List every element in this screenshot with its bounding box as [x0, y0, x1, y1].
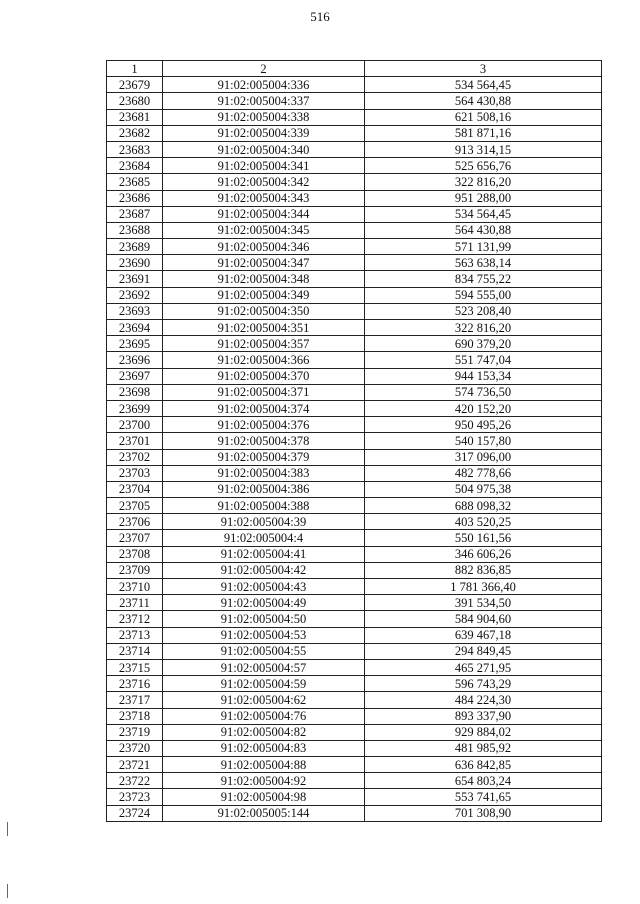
value-cell: 690 379,20	[365, 336, 602, 352]
row-number-cell: 23722	[107, 773, 163, 789]
cadastral-number-cell: 91:02:005004:82	[163, 724, 365, 740]
table-row	[107, 676, 602, 692]
row-number-cell: 23691	[107, 271, 163, 287]
cadastral-number-cell: 91:02:005004:347	[163, 255, 365, 271]
table-row	[107, 659, 602, 675]
cadastral-number-cell: 91:02:005004:350	[163, 303, 365, 319]
table-row	[107, 724, 602, 740]
table-row	[107, 158, 602, 174]
cadastral-number-cell: 91:02:005004:370	[163, 368, 365, 384]
value-cell: 322 816,20	[365, 174, 602, 190]
row-number-cell: 23704	[107, 481, 163, 497]
row-number-cell: 23710	[107, 579, 163, 595]
table-row	[107, 93, 602, 109]
row-number-cell: 23700	[107, 417, 163, 433]
table-row	[107, 546, 602, 562]
table-row	[107, 805, 602, 821]
cadastral-number-cell: 91:02:005004:340	[163, 141, 365, 157]
row-number-cell: 23692	[107, 287, 163, 303]
row-number-cell: 23696	[107, 352, 163, 368]
value-cell: 1 781 366,40	[365, 579, 602, 595]
cadastral-number-cell: 91:02:005004:357	[163, 336, 365, 352]
row-number-cell: 23705	[107, 498, 163, 514]
cadastral-number-cell: 91:02:005004:351	[163, 320, 365, 336]
value-cell: 322 816,20	[365, 320, 602, 336]
table-row	[107, 708, 602, 724]
table-row	[107, 287, 602, 303]
cadastral-number-cell: 91:02:005004:339	[163, 125, 365, 141]
table-row	[107, 692, 602, 708]
column-header-1: 1	[107, 61, 163, 77]
value-cell: 574 736,50	[365, 384, 602, 400]
table-row	[107, 174, 602, 190]
cadastral-number-cell: 91:02:005004:98	[163, 789, 365, 805]
row-number-cell: 23716	[107, 676, 163, 692]
table-row	[107, 141, 602, 157]
row-number-cell: 23720	[107, 740, 163, 756]
cadastral-number-cell: 91:02:005004:55	[163, 643, 365, 659]
value-cell: 654 803,24	[365, 773, 602, 789]
value-cell: 420 152,20	[365, 400, 602, 416]
value-cell: 950 495,26	[365, 417, 602, 433]
value-cell: 951 288,00	[365, 190, 602, 206]
table-row	[107, 77, 602, 93]
value-cell: 346 606,26	[365, 546, 602, 562]
cadastral-number-cell: 91:02:005004:342	[163, 174, 365, 190]
row-number-cell: 23701	[107, 433, 163, 449]
value-cell: 391 534,50	[365, 595, 602, 611]
cadastral-number-cell: 91:02:005004:76	[163, 708, 365, 724]
value-cell: 636 842,85	[365, 757, 602, 773]
table-body	[107, 77, 602, 822]
row-number-cell: 23703	[107, 465, 163, 481]
table-row	[107, 465, 602, 481]
cadastral-number-cell: 91:02:005004:376	[163, 417, 365, 433]
value-cell: 523 208,40	[365, 303, 602, 319]
cadastral-number-cell: 91:02:005004:336	[163, 77, 365, 93]
value-cell: 563 638,14	[365, 255, 602, 271]
table-row	[107, 320, 602, 336]
data-table	[106, 60, 602, 822]
row-number-cell: 23684	[107, 158, 163, 174]
table-row	[107, 206, 602, 222]
cadastral-number-cell: 91:02:005004:41	[163, 546, 365, 562]
table-row	[107, 352, 602, 368]
column-header-3: 3	[365, 61, 602, 77]
table-row	[107, 514, 602, 530]
cadastral-number-cell: 91:02:005004:43	[163, 579, 365, 595]
value-cell: 550 161,56	[365, 530, 602, 546]
cadastral-number-cell: 91:02:005004:374	[163, 400, 365, 416]
row-number-cell: 23709	[107, 562, 163, 578]
value-cell: 481 985,92	[365, 740, 602, 756]
table-row	[107, 384, 602, 400]
value-cell: 893 337,90	[365, 708, 602, 724]
cadastral-number-cell: 91:02:005004:343	[163, 190, 365, 206]
table-row	[107, 303, 602, 319]
table-row	[107, 400, 602, 416]
value-cell: 403 520,25	[365, 514, 602, 530]
row-number-cell: 23706	[107, 514, 163, 530]
row-number-cell: 23687	[107, 206, 163, 222]
cadastral-number-cell: 91:02:005004:83	[163, 740, 365, 756]
cadastral-number-cell: 91:02:005004:92	[163, 773, 365, 789]
table-row	[107, 336, 602, 352]
cadastral-number-cell: 91:02:005004:345	[163, 222, 365, 238]
value-cell: 913 314,15	[365, 141, 602, 157]
column-header-2: 2	[163, 61, 365, 77]
cadastral-number-cell: 91:02:005004:50	[163, 611, 365, 627]
value-cell: 534 564,45	[365, 206, 602, 222]
table-row	[107, 481, 602, 497]
table-row	[107, 611, 602, 627]
table-row	[107, 595, 602, 611]
row-number-cell: 23697	[107, 368, 163, 384]
row-number-cell: 23713	[107, 627, 163, 643]
cadastral-number-cell: 91:02:005004:4	[163, 530, 365, 546]
value-cell: 465 271,95	[365, 659, 602, 675]
cadastral-number-cell: 91:02:005004:88	[163, 757, 365, 773]
row-number-cell: 23688	[107, 222, 163, 238]
table-row	[107, 740, 602, 756]
value-cell: 639 467,18	[365, 627, 602, 643]
cadastral-number-cell: 91:02:005004:62	[163, 692, 365, 708]
cadastral-number-cell: 91:02:005004:338	[163, 109, 365, 125]
value-cell: 551 747,04	[365, 352, 602, 368]
cadastral-number-cell: 91:02:005004:366	[163, 352, 365, 368]
row-number-cell: 23693	[107, 303, 163, 319]
value-cell: 564 430,88	[365, 222, 602, 238]
table-row	[107, 579, 602, 595]
table-row	[107, 530, 602, 546]
value-cell: 621 508,16	[365, 109, 602, 125]
cadastral-number-cell: 91:02:005004:388	[163, 498, 365, 514]
value-cell: 317 096,00	[365, 449, 602, 465]
row-number-cell: 23685	[107, 174, 163, 190]
row-number-cell: 23679	[107, 77, 163, 93]
margin-mark-upper	[7, 822, 8, 836]
value-cell: 482 778,66	[365, 465, 602, 481]
value-cell: 594 555,00	[365, 287, 602, 303]
row-number-cell: 23723	[107, 789, 163, 805]
row-number-cell: 23694	[107, 320, 163, 336]
table-row	[107, 190, 602, 206]
row-number-cell: 23707	[107, 530, 163, 546]
table-row	[107, 255, 602, 271]
value-cell: 571 131,99	[365, 239, 602, 255]
value-cell: 596 743,29	[365, 676, 602, 692]
cadastral-number-cell: 91:02:005004:59	[163, 676, 365, 692]
row-number-cell: 23680	[107, 93, 163, 109]
row-number-cell: 23708	[107, 546, 163, 562]
value-cell: 564 430,88	[365, 93, 602, 109]
value-cell: 944 153,34	[365, 368, 602, 384]
value-cell: 584 904,60	[365, 611, 602, 627]
row-number-cell: 23714	[107, 643, 163, 659]
table-row	[107, 109, 602, 125]
row-number-cell: 23712	[107, 611, 163, 627]
row-number-cell: 23683	[107, 141, 163, 157]
row-number-cell: 23715	[107, 659, 163, 675]
table-row	[107, 271, 602, 287]
value-cell: 294 849,45	[365, 643, 602, 659]
row-number-cell: 23699	[107, 400, 163, 416]
value-cell: 688 098,32	[365, 498, 602, 514]
value-cell: 484 224,30	[365, 692, 602, 708]
value-cell: 525 656,76	[365, 158, 602, 174]
table-row	[107, 125, 602, 141]
row-number-cell: 23719	[107, 724, 163, 740]
row-number-cell: 23682	[107, 125, 163, 141]
table-row	[107, 773, 602, 789]
cadastral-number-cell: 91:02:005004:344	[163, 206, 365, 222]
value-cell: 504 975,38	[365, 481, 602, 497]
row-number-cell: 23689	[107, 239, 163, 255]
table-row	[107, 757, 602, 773]
table-row	[107, 562, 602, 578]
cadastral-number-cell: 91:02:005004:39	[163, 514, 365, 530]
row-number-cell: 23686	[107, 190, 163, 206]
value-cell: 882 836,85	[365, 562, 602, 578]
value-cell: 540 157,80	[365, 433, 602, 449]
cadastral-number-cell: 91:02:005004:57	[163, 659, 365, 675]
cadastral-number-cell: 91:02:005005:144	[163, 805, 365, 821]
value-cell: 929 884,02	[365, 724, 602, 740]
row-number-cell: 23681	[107, 109, 163, 125]
cadastral-number-cell: 91:02:005004:383	[163, 465, 365, 481]
cadastral-number-cell: 91:02:005004:337	[163, 93, 365, 109]
table-row	[107, 433, 602, 449]
row-number-cell: 23695	[107, 336, 163, 352]
margin-mark-lower	[7, 884, 8, 898]
cadastral-number-cell: 91:02:005004:379	[163, 449, 365, 465]
cadastral-number-cell: 91:02:005004:49	[163, 595, 365, 611]
table-row	[107, 643, 602, 659]
cadastral-number-cell: 91:02:005004:341	[163, 158, 365, 174]
table-row	[107, 417, 602, 433]
cadastral-number-cell: 91:02:005004:349	[163, 287, 365, 303]
cadastral-number-cell: 91:02:005004:371	[163, 384, 365, 400]
value-cell: 534 564,45	[365, 77, 602, 93]
table-row	[107, 449, 602, 465]
value-cell: 581 871,16	[365, 125, 602, 141]
value-cell: 834 755,22	[365, 271, 602, 287]
cadastral-number-cell: 91:02:005004:386	[163, 481, 365, 497]
table-row	[107, 368, 602, 384]
table-row	[107, 222, 602, 238]
row-number-cell: 23702	[107, 449, 163, 465]
table-row	[107, 239, 602, 255]
cadastral-number-cell: 91:02:005004:378	[163, 433, 365, 449]
row-number-cell: 23721	[107, 757, 163, 773]
row-number-cell: 23724	[107, 805, 163, 821]
row-number-cell: 23690	[107, 255, 163, 271]
table-header-row	[107, 61, 602, 77]
page-number: 516	[310, 9, 330, 24]
cadastral-number-cell: 91:02:005004:348	[163, 271, 365, 287]
cadastral-number-cell: 91:02:005004:42	[163, 562, 365, 578]
value-cell: 553 741,65	[365, 789, 602, 805]
row-number-cell: 23718	[107, 708, 163, 724]
table-row	[107, 627, 602, 643]
table-row	[107, 789, 602, 805]
value-cell: 701 308,90	[365, 805, 602, 821]
row-number-cell: 23698	[107, 384, 163, 400]
table-row	[107, 498, 602, 514]
row-number-cell: 23711	[107, 595, 163, 611]
cadastral-number-cell: 91:02:005004:53	[163, 627, 365, 643]
row-number-cell: 23717	[107, 692, 163, 708]
cadastral-number-cell: 91:02:005004:346	[163, 239, 365, 255]
